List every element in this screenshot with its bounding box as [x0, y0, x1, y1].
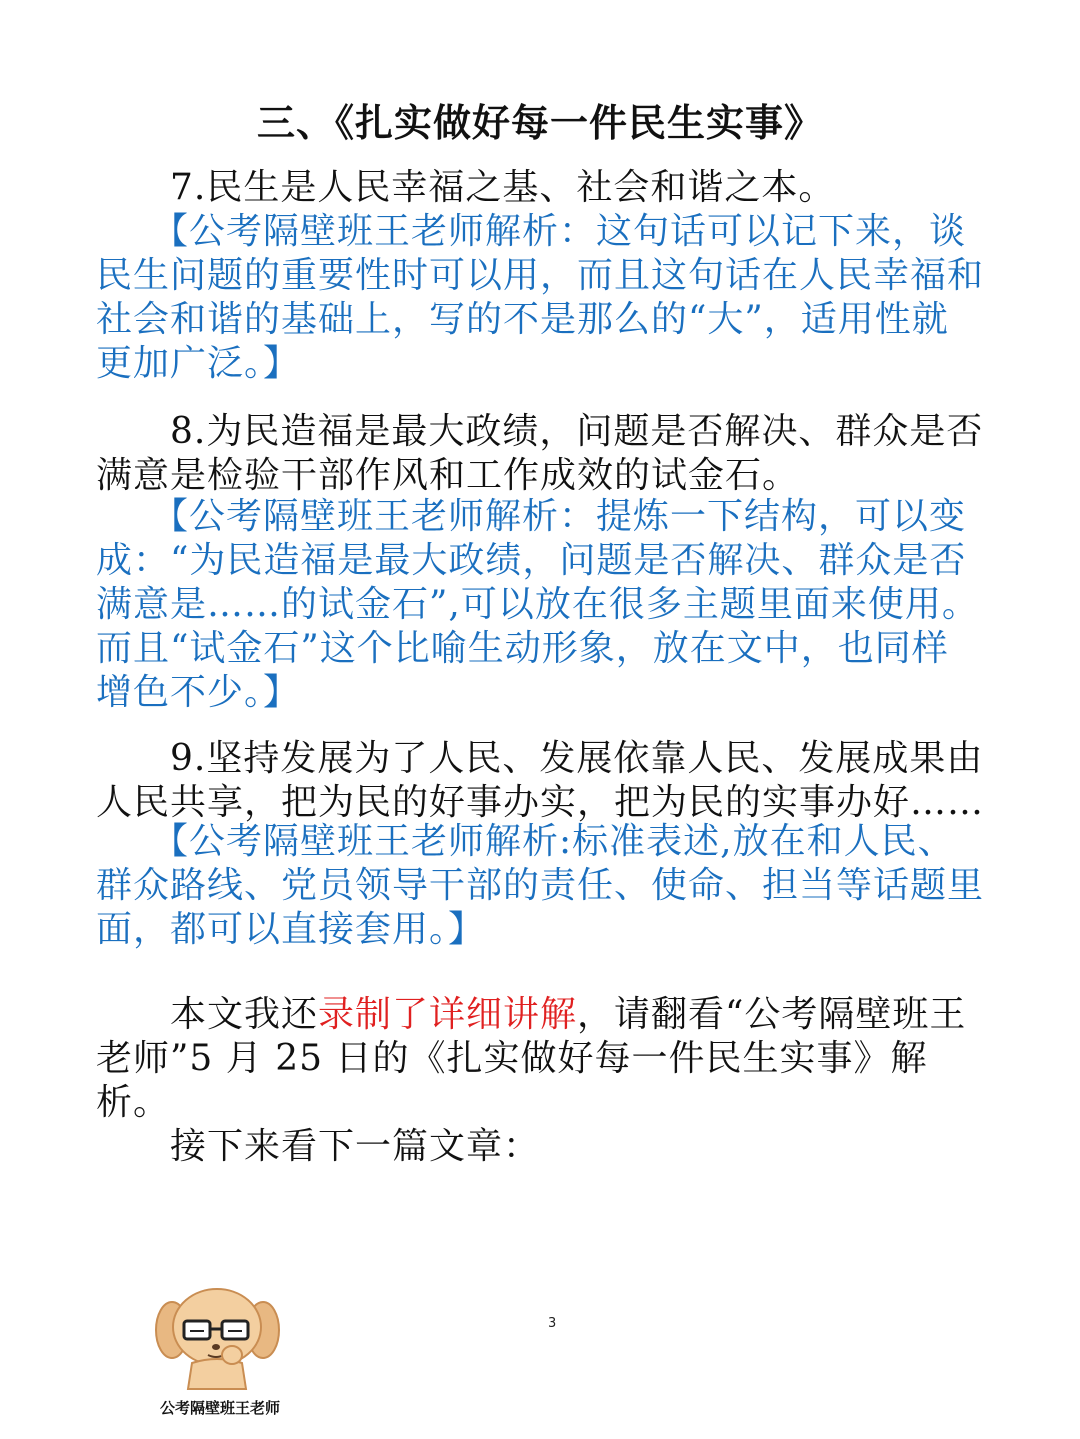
closing-text-end: ，请翻看“公考隔壁班王 老师”5 月 25 日的《扎实做好每一件民生实事》解析。 接下来看下一篇文章：: [96, 994, 967, 1167]
item-7-analysis: 【公考隔壁班王老师解析：这句话可以记下来，谈 民生问题的重要性时可以用，而且这句话在人民幸福和 社会和谐的基础上，写的不是那么的“大”，适用性就 更加广泛。】: [96, 211, 985, 384]
logo-caption: 公考隔壁班王老师: [159, 1399, 280, 1417]
section-title: 三、《扎实做好每一件民生实事》: [256, 101, 823, 145]
item-7-quote: 7.民生是人民幸福之基、社会和谐之本。: [96, 167, 836, 208]
item-8-quote: 8.为民造福是最大政绩，问题是否解决、群众是否 满意是检验干部作风和工作成效的试金石。: [96, 411, 984, 496]
closing-highlight: 录制了详细讲解: [318, 994, 578, 1035]
closing-text-start: 本文我还: [96, 994, 319, 1035]
item-9-quote: 9.坚持发展为了人民、发展依靠人民、发展成果由 人民共享，把为民的好事办实，把为民的实事办好……: [96, 738, 985, 823]
closing-paragraph: [96, 993, 986, 1169]
page-number: 3: [548, 1316, 557, 1331]
puppy-mascot-logo: [150, 1285, 285, 1390]
item-8-analysis: 【公考隔壁班王老师解析：提炼一下结构，可以变 成：“为民造福是最大政绩，问题是否解决、群众是否 满意是……的试金石”,可以放在很多主题里面来使用。 而且“试金石”这个比喻生动形象，放在文中，也同样 增色不少。】: [96, 496, 979, 713]
item-9-analysis: 【公考隔壁班王老师解析:标准表述,放在和人民、 群众路线、党员领导干部的责任、使命、担当等话题里 面，都可以直接套用。】: [96, 821, 985, 950]
